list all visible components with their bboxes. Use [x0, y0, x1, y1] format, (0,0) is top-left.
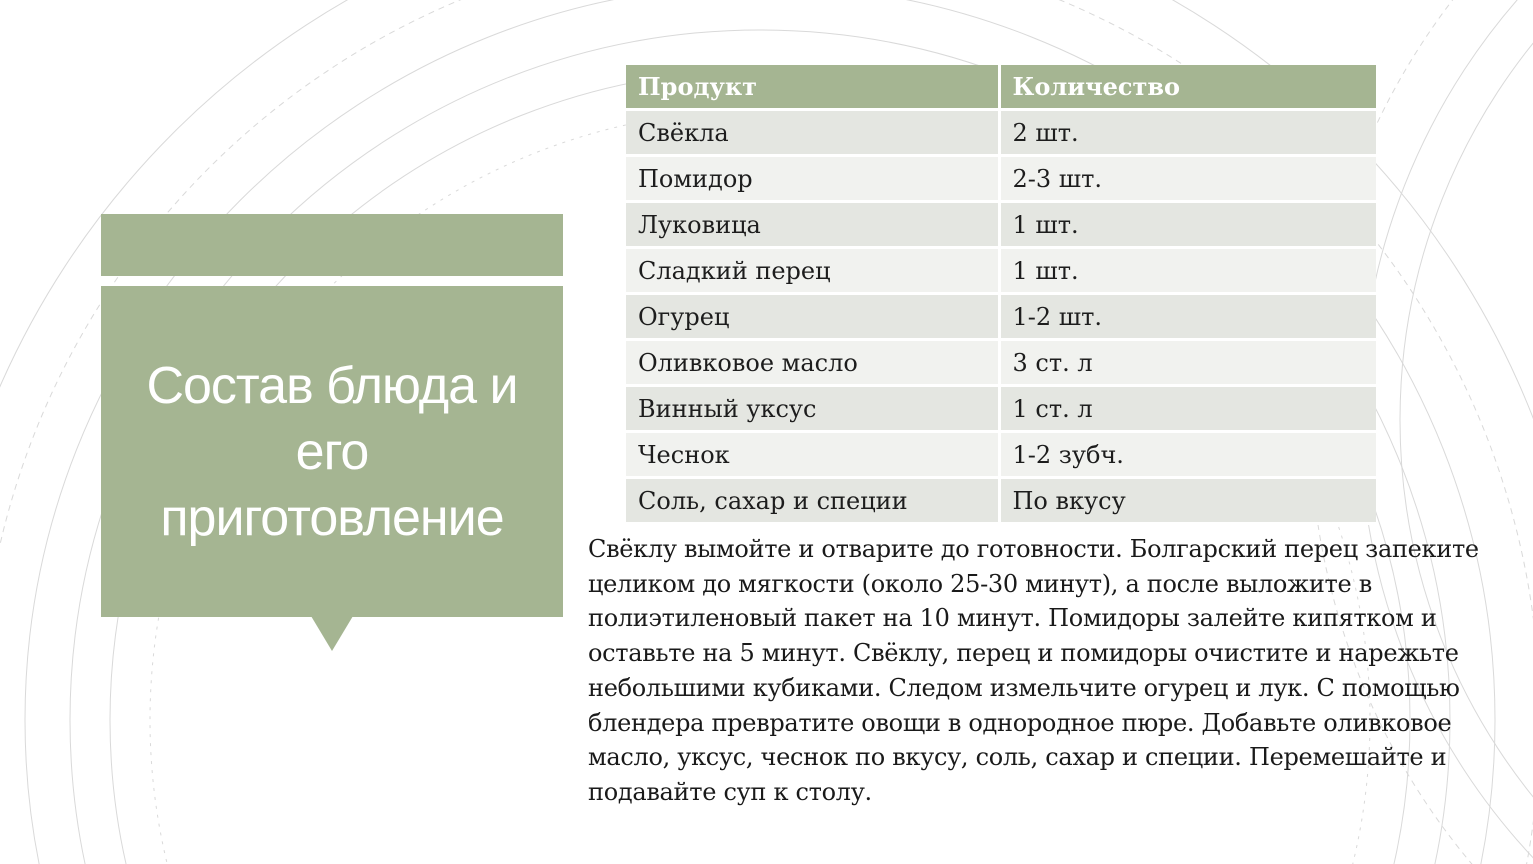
quantity-cell: 1 шт. [999, 248, 1376, 294]
title-accent-bar [101, 214, 563, 276]
ingredients-table [626, 65, 1376, 525]
product-cell: Луковица [626, 202, 999, 248]
table-row [626, 156, 1376, 202]
table-header-row [626, 65, 1376, 110]
table-row [626, 110, 1376, 156]
table-row [626, 340, 1376, 386]
slide-title: Состав блюда и его приготовление [146, 356, 518, 547]
product-cell: Чеснок [626, 432, 999, 478]
header-product: Продукт [626, 65, 999, 110]
table-row [626, 294, 1376, 340]
quantity-cell: 1-2 зубч. [999, 432, 1376, 478]
recipe-instructions: Свёклу вымойте и отварите до готовности. Болгарский перец запеките целиком до мягкости (около 25-30 минут), а после выложите в полиэтиленовый пакет на 10 минут. Помидоры залейте кипятком и оставьте на 5 минут. Свёклу, перец и помидоры очистите и нарежьте небольшими кубиками. Следом измельчите огурец и лук. С помощью блендера превратите овощи в однородное пюре. Добавьте оливковое масло, уксус, чеснок по вкусу, соль, сахар и специи. Перемешайте и подавайте суп к столу. [588, 535, 1479, 806]
quantity-cell: 1 ст. л [999, 386, 1376, 432]
quantity-cell: 3 ст. л [999, 340, 1376, 386]
quantity-cell: По вкусу [999, 478, 1376, 524]
table-row [626, 432, 1376, 478]
quantity-cell: 2-3 шт. [999, 156, 1376, 202]
table-row [626, 386, 1376, 432]
quantity-cell: 1 шт. [999, 202, 1376, 248]
product-cell: Свёкла [626, 110, 999, 156]
quantity-cell: 1-2 шт. [999, 294, 1376, 340]
header-quantity: Количество [999, 65, 1376, 110]
product-cell: Соль, сахар и специи [626, 478, 999, 524]
title-callout-pointer [311, 616, 353, 651]
product-cell: Сладкий перец [626, 248, 999, 294]
product-cell: Помидор [626, 156, 999, 202]
table-row [626, 248, 1376, 294]
product-cell: Винный уксус [626, 386, 999, 432]
table-row [626, 478, 1376, 524]
title-callout [101, 286, 563, 617]
product-cell: Оливковое масло [626, 340, 999, 386]
table-row [626, 202, 1376, 248]
quantity-cell: 2 шт. [999, 110, 1376, 156]
product-cell: Огурец [626, 294, 999, 340]
